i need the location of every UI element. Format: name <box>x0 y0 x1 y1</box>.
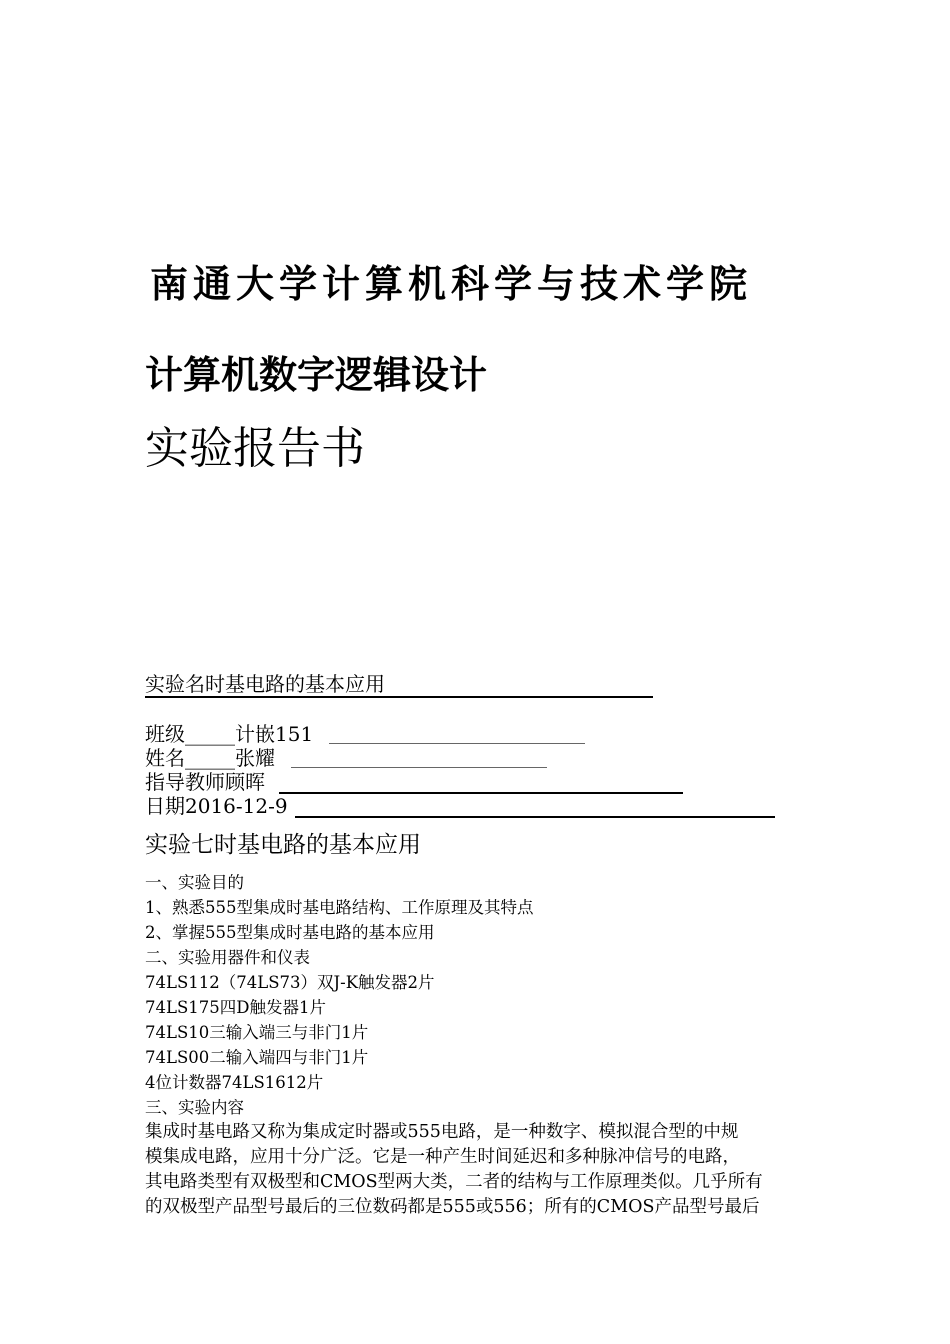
class-underline <box>329 743 585 744</box>
date-text: 日期2016-12-9 <box>145 794 288 818</box>
date-underline <box>295 816 775 818</box>
paragraph-line: 的双极型产品型号最后的三位数码都是555或556；所有的CMOS产品型号最后 <box>145 1197 760 1217</box>
paragraph-line: 集成时基电路又称为集成定时器或555电路，是一种数字、模拟混合型的中规 <box>145 1122 739 1142</box>
experiment-name-underline <box>145 696 653 698</box>
class-value: 计嵌151 <box>235 722 314 746</box>
equipment-item: 74LS175四D触发器1片 <box>145 998 326 1017</box>
date-field <box>145 794 775 818</box>
name-underline <box>291 767 547 768</box>
course-title: 计算机数字逻辑设计 <box>145 353 488 397</box>
experiment-title: 实验七时基电路的基本应用 <box>145 832 421 858</box>
teacher-text: 指导教师顾晖 <box>145 770 265 794</box>
section-heading-equipment: 二、实验用器件和仪表 <box>145 948 310 967</box>
section-heading-content: 三、实验内容 <box>145 1098 244 1117</box>
report-title: 实验报告书 <box>145 423 365 474</box>
name-blank: _____ <box>185 746 235 770</box>
name-label: 姓名 <box>145 746 185 770</box>
content-paragraph <box>145 1120 805 1220</box>
section-heading-purpose: 一、实验目的 <box>145 873 244 892</box>
equipment-item: 4位计数器74LS1612片 <box>145 1073 324 1092</box>
equipment-item: 74LS00二输入端四与非门1片 <box>145 1048 369 1067</box>
paragraph-line: 其电路类型有双极型和CMOS型两大类，二者的结构与工作原理类似。几乎所有 <box>145 1172 763 1192</box>
purpose-item: 1、熟悉555型集成时基电路结构、工作原理及其特点 <box>145 898 534 917</box>
class-field <box>145 722 585 746</box>
school-name: 南通大学计算机科学与技术学院 <box>150 262 753 306</box>
paragraph-line: 模集成电路，应用十分广泛。它是一种产生时间延迟和多种脉冲信号的电路， <box>145 1147 740 1167</box>
name-value: 张耀 <box>235 746 275 770</box>
teacher-field <box>145 770 683 794</box>
class-blank: _____ <box>185 722 235 746</box>
equipment-item: 74LS112（74LS73）双J-K触发器2片 <box>145 973 435 992</box>
experiment-name-text: 实验名时基电路的基本应用 <box>145 672 385 696</box>
class-label: 班级 <box>145 722 185 746</box>
experiment-name-field <box>145 672 653 698</box>
equipment-item: 74LS10三输入端三与非门1片 <box>145 1023 369 1042</box>
purpose-item: 2、掌握555型集成时基电路的基本应用 <box>145 923 435 942</box>
name-field <box>145 746 547 770</box>
